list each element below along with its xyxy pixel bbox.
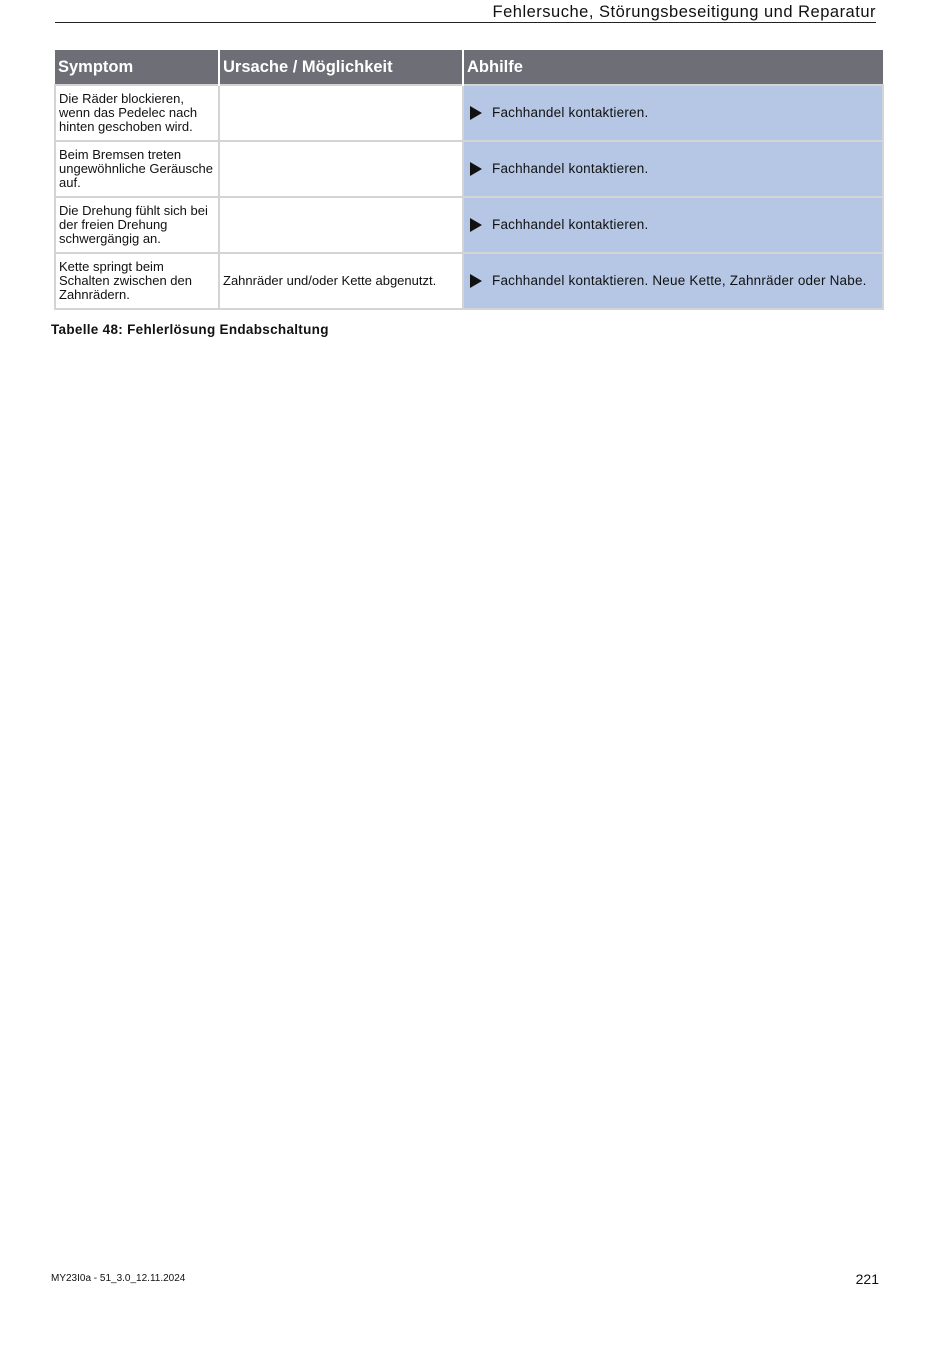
footer-page-number: 221 — [855, 1271, 879, 1287]
column-header-cause: Ursache / Möglichkeit — [219, 50, 463, 85]
cause-cell: Zahnräder und/oder Kette abgenutzt. — [219, 253, 463, 309]
remedy-text: Fachhandel kontaktieren. — [492, 105, 649, 120]
cause-cell — [219, 85, 463, 141]
remedy-cell — [463, 197, 883, 253]
triangle-right-icon — [470, 218, 482, 232]
triangle-right-icon — [470, 162, 482, 176]
symptom-cell: Die Räder blockieren, wenn das Pedelec nach hinten geschoben wird. — [55, 85, 219, 141]
symptom-cell: Beim Bremsen treten ungewöhnliche Geräusche auf. — [55, 141, 219, 197]
table-header-row — [55, 50, 883, 85]
remedy-cell — [463, 85, 883, 141]
symptom-cell: Kette springt beim Schalten zwischen den Zahnrädern. — [55, 253, 219, 309]
page-header — [55, 0, 876, 23]
remedy-text: Fachhandel kontaktieren. — [492, 217, 649, 232]
table-caption: Tabelle 48: Fehlerlösung Endabschaltung — [51, 322, 329, 337]
table-row — [55, 85, 883, 141]
remedy-cell — [463, 141, 883, 197]
cause-cell — [219, 141, 463, 197]
symptom-cell: Die Drehung fühlt sich bei der freien Drehung schwergängig an. — [55, 197, 219, 253]
triangle-right-icon — [470, 274, 482, 288]
triangle-right-icon — [470, 106, 482, 120]
remedy-cell — [463, 253, 883, 309]
table-row — [55, 141, 883, 197]
table-row — [55, 253, 883, 309]
footer-doc-id: MY23I0a - 51_3.0_12.11.2024 — [51, 1273, 186, 1284]
remedy-text: Fachhandel kontaktieren. Neue Kette, Zahnräder oder Nabe. — [492, 273, 867, 288]
header-title: Fehlersuche, Störungsbeseitigung und Reparatur — [492, 3, 876, 21]
remedy-text: Fachhandel kontaktieren. — [492, 161, 649, 176]
cause-cell — [219, 197, 463, 253]
column-header-remedy: Abhilfe — [463, 50, 883, 85]
troubleshooting-table — [54, 50, 884, 310]
column-header-symptom: Symptom — [55, 50, 219, 85]
table-row — [55, 197, 883, 253]
